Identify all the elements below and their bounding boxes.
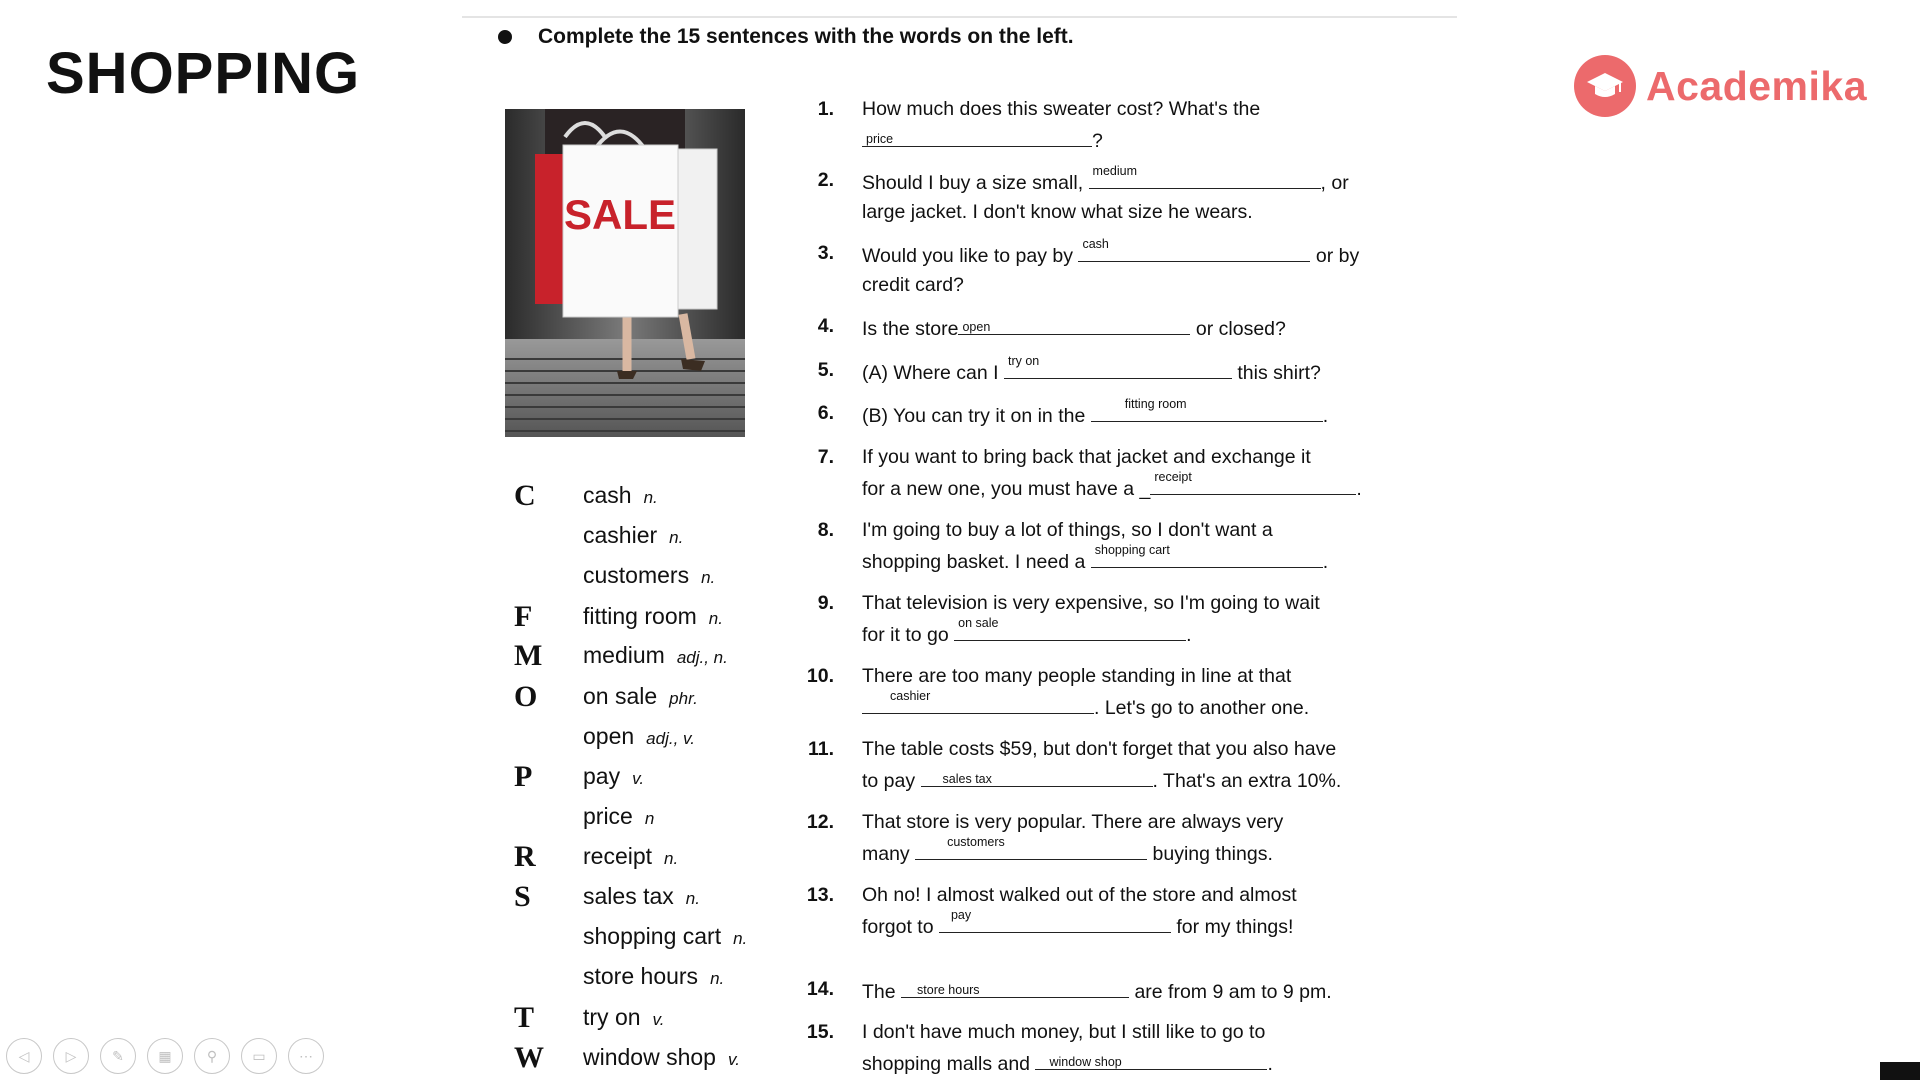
- graduation-cap-icon: [1574, 55, 1636, 117]
- word-bank-item: price n: [583, 803, 655, 829]
- slide-title: SHOPPING: [46, 41, 361, 106]
- word-bank-item: shopping cart n.: [583, 923, 748, 949]
- word-bank-item: M medium adj., n.: [514, 639, 728, 672]
- logo-text: Academika: [1646, 62, 1868, 109]
- corner-mark: [1880, 1062, 1920, 1080]
- word-bank-item: W window shop v.: [514, 1041, 740, 1074]
- worksheet-page: Complete the 15 sentences with the words on the left. SALE C cash n. cashier n. customers n. F fitting room n. M medium adj., n. O on sale phr. open adj., v. P pay v. price n R receipt n. S sales tax n. shopping cart n. store hours n. T try on v. W window shop v. 1. How much does this sweater cost? What's the price ? 2. Should I buy a size small, medium , or large jacket. I don't know what size he wears. 3. Would you like to pay by cash or by credit card? 4. Is the store open or closed? 5. (A) Where can I try on this shirt? 6. (B) You can try it on in the fitting room . 7. If you want to bring back that jacket and exchange it for a new one, you must have a _ receipt . 8. I'm going to buy a lot of things, so I don't want a shopping basket. I need a shopping cart . 9. That television is very expensive, so I'm going to wait for it to go on sale . 10. There are too many people standing in line at that cashier . Let's go to another one. 11. The table costs $59, but don't forget that you also have to pay sales tax . That's an extra 10%. 12. That store is very popular. There are always very many customers buying things. 13. Oh no! I almost walked out of the store and almost forgot to pay for my things! 14. The store hours are from 9 am to 9 pm. 15. I don't have much money, but I still like to go to shopping malls and window shop .: [462, 16, 1457, 1082]
- zoom-icon[interactable]: ⚲: [194, 1038, 230, 1074]
- word-bank-item: F fitting room n.: [514, 600, 723, 633]
- next-arrow-icon[interactable]: ▷: [53, 1038, 89, 1074]
- word-bank-item: store hours n.: [583, 963, 725, 989]
- slideshow-controls: [6, 1038, 324, 1074]
- word-bank-item: S sales tax n.: [514, 880, 700, 913]
- shopping-photo: [505, 109, 745, 437]
- word-bank-item: C cash n.: [514, 479, 658, 512]
- academika-logo: [1574, 55, 1867, 117]
- sale-label: SALE: [563, 191, 677, 238]
- prev-arrow-icon[interactable]: ◁: [6, 1038, 42, 1074]
- word-bank-item: cashier n.: [583, 522, 684, 548]
- word-bank-item: R receipt n.: [514, 840, 679, 873]
- more-options-icon[interactable]: ⋯: [288, 1038, 324, 1074]
- word-bank-item: T try on v.: [514, 1001, 665, 1034]
- subtitle-icon[interactable]: ▭: [241, 1038, 277, 1074]
- word-bank-item: customers n.: [583, 562, 716, 588]
- word-bank-item: O on sale phr.: [514, 680, 698, 713]
- slides-grid-icon[interactable]: ▦: [147, 1038, 183, 1074]
- bullet-icon: [498, 30, 512, 44]
- word-bank-item: open adj., v.: [583, 723, 695, 749]
- pen-icon[interactable]: ✎: [100, 1038, 136, 1074]
- word-bank-item: P pay v.: [514, 760, 645, 793]
- instruction: Complete the 15 sentences with the words on the left.: [538, 25, 1074, 48]
